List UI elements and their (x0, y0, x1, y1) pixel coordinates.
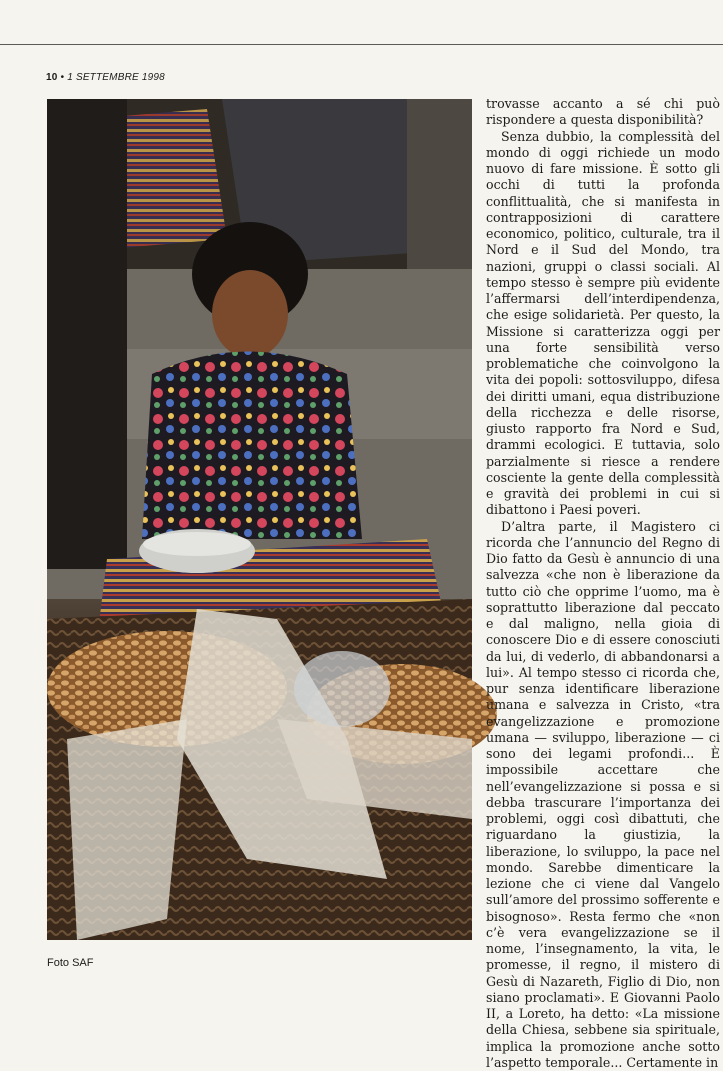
page-number: 10 (46, 72, 58, 83)
article-body (486, 96, 720, 980)
article-paragraph: D’altra parte, il Magistero ci ricorda che l’annuncio del Regno di Dio fatto da Gesù è annuncio di una salvezza «che non è liberazione da tutto ciò che opprime l’uomo, ma è soprattutto liberazione dal peccato e dal maligno, nella gioia di conoscere Dio e di essere conosciuti da lui, di vederlo, di abbandonarsi a lui». Al tempo stesso ci ricorda che, pur senza identificare liberazione umana e salvezza in Cristo, «tra evangelizzazione e promozione umana — sviluppo, liberazione — ci sono dei legami profondi... È impossibile accettare che nell’evangelizzazione si possa e si debba trascurare l’importanza dei problemi, oggi così dibattuti, che riguardano la giustizia, la liberazione, lo sviluppo, la pace nel mondo. Sarebbe dimenticare la lezione che ci viene dal Vangelo sull’amore del prossimo sofferente e bisognoso». Resta fermo che «non c’è vera evangelizzazione se il nome, l’insegnamento, la vita, le promesse, il regno, il mistero di Gesù di Nazareth, Figlio di Dio, non siano proclamati». E Giovanni Paolo II, a Loreto, ha detto: «La missione della Chiesa, sebbene sia spirituale, implica la promozione anche sotto l’aspetto temporale... Certamente in (486, 519, 720, 1071)
article-paragraph: trovasse accanto a sé chi può rispondere a questa disponibilità? (486, 96, 720, 129)
issue-date: 1 SETTEMBRE 1998 (67, 72, 165, 83)
market-photo-illustration (47, 99, 472, 940)
market-photo (47, 99, 472, 940)
page-header (46, 72, 165, 83)
article-paragraph: Senza dubbio, la complessità del mondo di oggi richiede un modo nuovo di fare missione. È sotto gli occhi di tutti la profonda conflittualità, che si manifesta in contrapposizioni di carattere economico, politico, culturale, tra il Nord e il Sud del Mondo, tra nazioni, gruppi o classi sociali. Al tempo stesso è sempre più evidente l’affermarsi dell’interdipendenza, che esige solidarietà. Per questo, la Missione si caratterizza oggi per una forte sensibilità verso problematiche che coinvolgono la vita dei popoli: sottosviluppo, difesa dei diritti umani, equa distribuzione della ricchezza e delle risorse, giusto rapporto fra Nord e Sud, drammi ecologici. E tuttavia, solo parzialmente si riesce a rendere cosciente la gente della complessità e gravità dei problemi in cui si dibattono i Paesi poveri. (486, 129, 720, 519)
top-rule (0, 44, 723, 45)
header-separator: • (58, 72, 68, 83)
photo-credit: Foto SAF (47, 957, 93, 969)
